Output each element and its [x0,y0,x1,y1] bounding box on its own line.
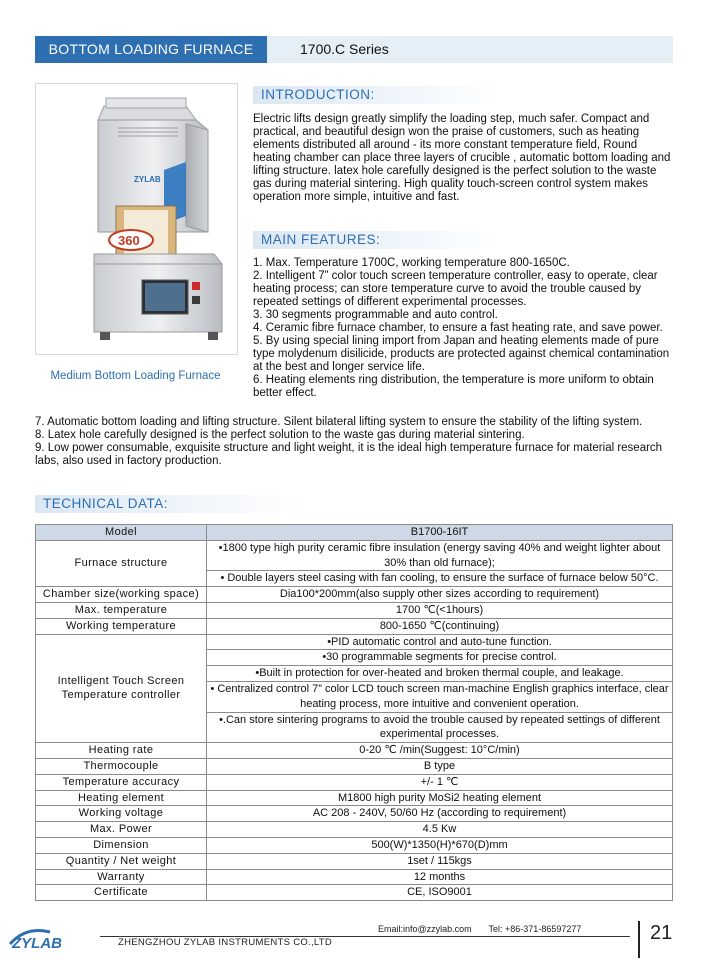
spec-label: Heating rate [36,743,207,759]
feature-item: 4. Ceramic fibre furnace chamber, to ensure a fast heating rate, and save power. [253,322,663,334]
furnace-illustration [36,84,237,354]
page-number: 21 [650,922,673,944]
technical-table [35,524,673,901]
logo-text: ZYLAB [12,935,62,952]
spec-value: B type [207,758,673,774]
table-row [36,869,673,885]
spec-value: AC 208 - 240V, 50/60 Hz (according to requirement) [207,806,673,822]
table-row [36,540,673,571]
spec-label: Dimension [36,837,207,853]
zylab-logo [6,922,96,954]
feature-item: 1. Max. Temperature 1700C, working temperature 800-1650C. [253,257,570,269]
spec-value: +/- 1 ℃ [207,774,673,790]
footer-page-divider [638,921,640,958]
controller-line: •30 programmable segments for precise control. [207,650,673,666]
features-list-right [253,257,678,400]
spec-value: 500(W)*1350(H)*670(D)mm [207,837,673,853]
footer-company: ZHENGZHOU ZYLAB INSTRUMENTS CO.,LTD [118,937,333,948]
feature-item: 3. 30 segments programmable and auto control. [253,309,498,321]
feature-item: 8. Latex hole carefully designed is the perfect solution to the waste gas during material sintering. [35,429,525,441]
table-row [36,790,673,806]
spec-label: Certificate [36,885,207,901]
furnace-structure-line: •1800 type high purity ceramic fibre insulation (energy saving 40% and weight lighter about 30% than old furnace); [207,540,673,571]
furnace-structure-line: • Double layers steel casing with fan cooling, to ensure the surface of furnace below 50°C. [207,571,673,587]
spec-label: Working voltage [36,806,207,822]
spec-value: 12 months [207,869,673,885]
spec-label: Warranty [36,869,207,885]
footer-email: Email:info@zzylab.com [378,924,472,934]
table-row [36,837,673,853]
table-row [36,587,673,603]
table-row [36,634,673,650]
technical-heading: TECHNICAL DATA: [35,495,303,513]
feature-item: 7. Automatic bottom loading and lifting structure. Silent bilateral lifting system to ensure the stability of the lifting system. [35,416,643,428]
product-image [35,83,238,355]
series-label: 1700.C Series [300,41,389,57]
spec-label: Working temperature [36,618,207,634]
table-row [36,822,673,838]
table-row [36,758,673,774]
introduction-text: Electric lifts design greatly simplify the loading step, much safer. Compact and practical, and beautiful design won the praise of customers, such as heating elements distributed all around - its more constant temperature field, Round heating chamber can place three layers of crucible , automatic bottom loading and lifting structure. latex hole carefully designed is the perfect solution to the waste gas during material sintering. High quality touch-screen control system makes operation more simple, intuitive and fast. [253,113,671,203]
spec-value: 1set / 115kgs [207,853,673,869]
spec-value: 0-20 ℃ /min(Suggest: 10°C/min) [207,743,673,759]
table-row [36,806,673,822]
table-row [36,743,673,759]
table-row [36,885,673,901]
feature-item: 9. Low power consumable, exquisite structure and light weight, it is the ideal high temperature furnace for material research labs, also used in factory production. [35,442,663,467]
spec-value: CE, ISO9001 [207,885,673,901]
spec-label: Quantity / Net weight [36,853,207,869]
controller-label: Intelligent Touch Screen Temperature controller [36,634,207,743]
badge-360: 360 [118,233,140,248]
spec-label: Temperature accuracy [36,774,207,790]
features-heading: MAIN FEATURES: [253,231,501,249]
model-value: B1700-16IT [207,525,673,541]
page-title: BOTTOM LOADING FURNACE [35,36,267,63]
table-row [36,853,673,869]
spec-label: Thermocouple [36,758,207,774]
spec-value: M1800 high purity MoSi2 heating element [207,790,673,806]
device-brand: ZYLAB [134,175,161,184]
feature-item: 5. By using special lining import from Japan and heating elements made of pure type molydenum disilicide, products are protected against chemical contamination at the best and longer service life. [253,335,670,373]
spec-label: Heating element [36,790,207,806]
model-label: Model [36,525,207,541]
footer-tel: Tel: +86-371-86597277 [488,924,582,934]
table-row [36,618,673,634]
table-row [36,774,673,790]
introduction-heading: INTRODUCTION: [253,86,501,104]
spec-label: Chamber size(working space) [36,587,207,603]
spec-value: Dia100*200mm(also supply other sizes according to requirement) [207,587,673,603]
spec-label: Max. temperature [36,602,207,618]
feature-item: 6. Heating elements ring distribution, the temperature is more uniform to obtain better effect. [253,374,654,399]
spec-value: 800-1650 ℃(continuing) [207,618,673,634]
furnace-structure-label: Furnace structure [36,540,207,586]
controller-line: •Built in protection for over-heated and broken thermal couple, and leakage. [207,666,673,682]
footer-contact [378,924,581,934]
spec-value: 4.5 Kw [207,822,673,838]
product-caption: Medium Bottom Loading Furnace [50,370,221,382]
features-list-full [35,416,680,468]
controller-line: •.Can store sintering programs to avoid the trouble caused by repeated settings of different experimental processes. [207,712,673,743]
spec-value: 1700 ℃(<1hours) [207,602,673,618]
table-row [36,525,673,541]
controller-line: •PID automatic control and auto-tune function. [207,634,673,650]
table-row [36,602,673,618]
feature-item: 2. Intelligent 7” color touch screen temperature controller, easy to operate, clear heating process; can store temperature curve to avoid the trouble caused by repeated settings of different experimental processes. [253,270,658,308]
controller-line: • Centralized control 7” color LCD touch screen man-machine English graphics interface, clear heating process, more intuitive and convenient operation. [207,681,673,712]
spec-label: Max. Power [36,822,207,838]
